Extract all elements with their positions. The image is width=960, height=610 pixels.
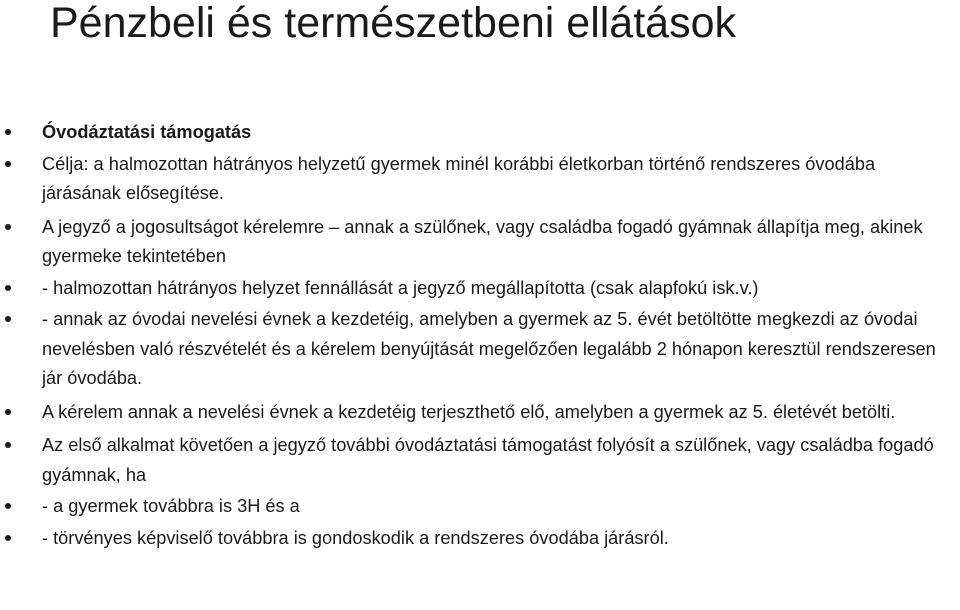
bullet-text: A jegyző a jogosultságot kérelemre – annak a szülőnek, vagy családba fogadó gyámnak állapítja meg, akinek gyermeke tekintetében (42, 216, 923, 266)
bullet-dot-icon (5, 503, 11, 509)
bullet-text-heading: Óvodáztatási támogatás (42, 122, 252, 142)
bullet-item (0, 213, 960, 272)
bullet-dot-icon (5, 161, 11, 167)
bullet-dot-icon (5, 316, 11, 322)
bullet-item (0, 305, 960, 394)
bullet-dot-icon (5, 535, 11, 541)
bullet-text: A kérelem annak a nevelési évnek a kezdetéig terjeszthető elő, amelyben a gyermek az 5. életévét betölti. (42, 401, 896, 422)
bullet-dot-icon (5, 409, 11, 415)
bullet-item (0, 492, 960, 522)
bullet-list (0, 118, 960, 553)
bullet-dot-icon (5, 442, 11, 448)
bullet-text: Az első alkalmat követően a jegyző további óvodáztatási támogatást folyósít a szülőnek, vagy családba fogadó gyámnak, ha (42, 435, 934, 485)
bullet-text: - halmozottan hátrányos helyzet fennállását a jegyző megállapította (csak alapfokú isk.v.) (42, 277, 759, 298)
bullet-item (0, 150, 960, 209)
bullet-item (0, 398, 960, 428)
bullet-item (0, 118, 960, 148)
bullet-item (0, 524, 960, 554)
bullet-item (0, 274, 960, 304)
bullet-dot-icon (5, 224, 11, 230)
bullet-dot-icon (5, 285, 11, 291)
bullet-text: - a gyermek továbbra is 3H és a (42, 496, 300, 516)
bullet-text: Célja: a halmozottan hátrányos helyzetű gyermek minél korábbi életkorban történő rendszeres óvodába járásának elősegítése. (42, 153, 876, 203)
bullet-item (0, 431, 960, 490)
bullet-text: - annak az óvodai nevelési évnek a kezdetéig, amelyben a gyermek az 5. évét betöltötte megkezdi az óvodai nevelésben való részvételét és a kérelem benyújtását megelőzően legalább 2 hónapon keresztül rendszeresen jár óvodába. (42, 309, 936, 388)
slide-title: Pénzbeli és természetbeni ellátások (50, 0, 736, 47)
bullet-dot-icon (5, 129, 11, 135)
bullet-text: - törvényes képviselő továbbra is gondoskodik a rendszeres óvodába járásról. (42, 527, 669, 548)
